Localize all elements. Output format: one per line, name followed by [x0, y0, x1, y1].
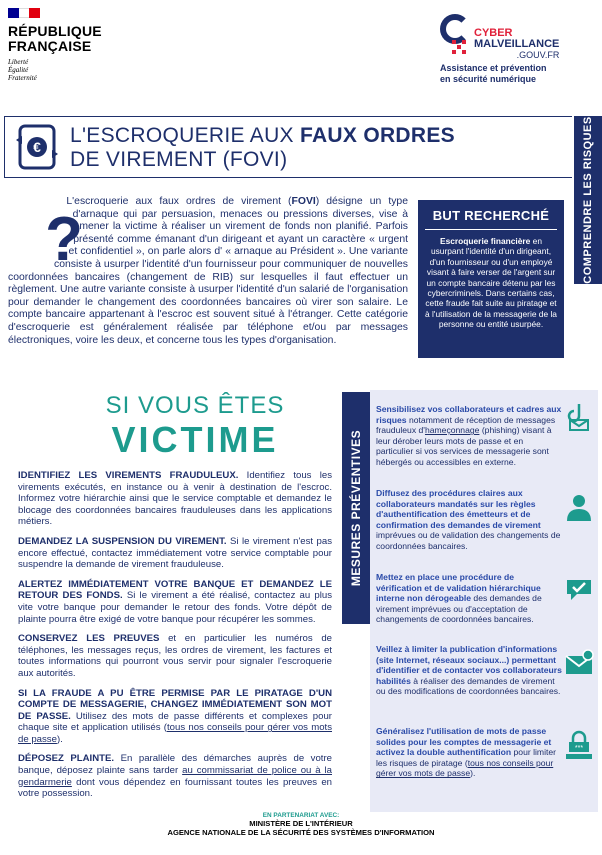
user-authentication-icon: [564, 492, 594, 522]
brand-tagline: Assistance et prévention en sécurité numérique: [440, 63, 547, 84]
title-band: [4, 116, 600, 178]
republique-francaise-logo: RÉPUBLIQUE FRANÇAISE Liberté Égalité Fraternité: [8, 8, 128, 82]
svg-text:€: €: [33, 139, 41, 155]
intro-paragraph: L'escroquerie aux faux ordres de virement (FOVI) désigne un type d'arnaque qui par persuasion, menaces ou pressions diverses, vise à amener la victime à réaliser un virement de fonds non planifié. Parfois présenté comme émanant d'un dirigeant et ayant un caractère « urgent et confidentiel », on parle alors d' « arnaque au Président ». Une variante consiste à usurper l'identité d'un fournisseur pour communiquer de nouvelles coordonnées bancaires (changement de RIB) sur lesquelles il faut effectuer un règlement. Une autre variante consiste à usurper l'identité d'un salarié de l'organisation pour demander le changement des coordonnées bancaires où virer son salaire. Le compte bancaire appartenant à l'escroc est souvent situé à l'étranger. Cette catégorie d'escroquerie est généralement réalisée par téléphone et/ou par messages électroniques, voire les deux, et concerne tous les types d'organisation.: [8, 196, 408, 346]
password-advice-link[interactable]: tous nos conseils pour gérer vos mots de passe: [18, 722, 332, 745]
measure-validation: Mettez en place une procédure de vérification et de validation hiérarchique interne non dérogeable des demandes de virement imprévues ou d'acceptation de changements de coordonnées bancaires.: [376, 572, 542, 625]
measure-awareness: Sensibilisez vos collaborateurs et cadres aux risques notamment de réception de messages frauduleux d'hameçonnage (phishing) visant à leur dérober leurs mots de passe et en particulier si vos services de messagerie sont hébergés ou accessibles en externe.: [376, 404, 562, 467]
victim-actions-list: [18, 470, 332, 808]
page-header: [0, 0, 602, 108]
password-lock-icon: [564, 730, 594, 760]
victim-heading: SI VOUS ÊTES VICTIME: [105, 392, 285, 460]
french-flag-icon: [8, 8, 40, 18]
question-mark-icon: [40, 208, 88, 268]
email-check-icon: [564, 648, 594, 678]
action-keep-proof: CONSERVEZ LES PREUVES et en particulier les numéros de téléphones, les messages reçus, les ordres de virement, les factures et toutes informations qui pourront vous servir pour signaler l'escroquerie aux autorités.: [18, 633, 333, 679]
measure-limit-publication: Veillez à limiter la publication d'informations (site Internet, réseaux sociaux...) permettant d'identifier et de contacter vos collaborateurs habilités à réaliser des demandes de virement ou des modifications de coordonnées bancaires.: [376, 644, 562, 697]
cybermalveillance-logo: CYBER MALVEILLANCE .GOUV.FR Assistance et prévention en sécurité numérique: [440, 10, 590, 90]
svg-text:***: ***: [574, 745, 584, 752]
phishing-hook-icon: [564, 402, 594, 432]
password-advice-link-2[interactable]: tous nos conseils pour gérer vos mots de passe: [376, 757, 554, 779]
police-link[interactable]: au commissariat de police ou à la gendarmerie: [18, 765, 332, 788]
bank-transfer-icon: [14, 124, 60, 170]
action-suspend: DEMANDEZ LA SUSPENSION DU VIREMENT. Si le virement n'est pas encore effectué, contactez immédiatement votre service comptable pour suspendre la demande de virement frauduleuse.: [18, 535, 332, 571]
page-title: L'ESCROQUERIE AUX FAUX ORDRES DE VIREMENT (FOVI): [70, 124, 455, 171]
validation-message-icon: [564, 574, 594, 604]
action-change-password: SI LA FRAUDE A PU ÊTRE PERMISE PAR LE PIRATAGE D'UN COMPTE DE MESSAGERIE, CHANGEZ IMMÉDIATEMENT SON MOT DE PASSE. Utilisez des mots de passe différents et complexes pour chaque site et application utilisés (tous nos conseils pour gérer vos mots de passe).: [18, 687, 332, 745]
footer: EN PARTENARIAT AVEC: MINISTÈRE DE L'INTÉRIEUR AGENCE NATIONALE DE LA SÉCURITÉ DES SYSTÈMES D'INFORMATION: [167, 812, 435, 837]
svg-text:?: ?: [45, 208, 83, 268]
phishing-link[interactable]: hameçonnage: [424, 425, 480, 436]
goal-box: BUT RECHERCHÉ Escroquerie financière en usurpant l'identité d'un dirigeant, d'un fournisseur ou d'un employé visant à faire verser de l'argent sur un compte bancaire détenu par les cybercriminels. Dans certains cas, cette fraude fait suite au piratage et à l'utilisation de la messagerie de la personne ou entité usurpée.: [418, 200, 564, 358]
action-identify: IDENTIFIEZ LES VIREMENTS FRAUDULEUX. Identifiez tous les virements exécutés, en instance ou à venir à destination de l'escroc. Informez votre hiérarchie ainsi que le service comptable et demandez le blocage des coordonnées bancaires frauduleuses dans les applications métiers.: [18, 470, 332, 528]
action-alert-bank: ALERTEZ IMMÉDIATEMENT VOTRE BANQUE ET DEMANDEZ LE RETOUR DES FONDS. Si le virement a été réalisé, contactez au plus vite votre banque pour demander le retour des fonds. Votre dépôt de plainte pourra être exigé de votre banque pour récupérer les sommes.: [18, 578, 332, 625]
measure-strong-passwords: Généralisez l'utilisation de mots de passe solides pour les comptes de messagerie et activez la double authentification pour limiter les risques de piratage (tous nos conseils pour gérer vos mots de passe).: [376, 726, 557, 779]
motto: Liberté Égalité Fraternité: [8, 58, 37, 82]
side-tab-understand-risks: COMPRENDRE LES RISQUES: [574, 116, 602, 284]
measure-procedures: Diffusez des procédures claires aux collaborateurs mandatés sur les règles d'authentification des émetteurs et de confirmation des demandes de virement imprévues ou de validation des changements de coordonnées bancaires.: [376, 488, 561, 551]
action-file-complaint: DÉPOSEZ PLAINTE. En parallèle des démarches auprès de votre banque, déposez plainte sans tarder au commissariat de police ou à la gendarmerie dont vous dépendez en fournissant toutes les preuves en votre possession.: [18, 753, 332, 800]
